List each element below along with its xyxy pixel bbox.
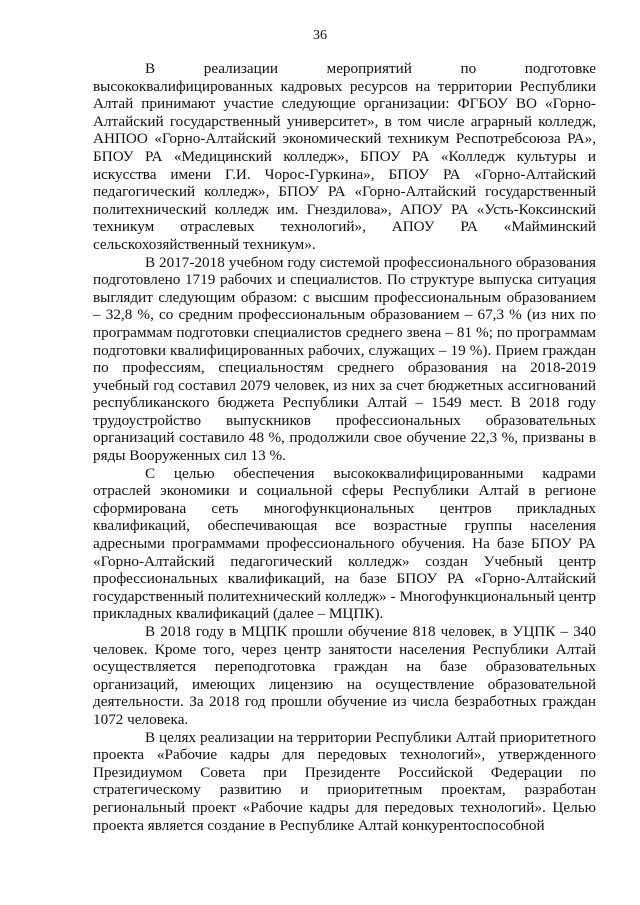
paragraph-graduation-statistics: В 2017-2018 учебном году системой профессионального образования подготовлено 1719 рабочих и специалистов. По структуре выпуска ситуация выглядит следующим образом: с высшим профессиональным образованием – 32,8 %, со средним профессиональным образованием – 67,3 % (из них по программам подготовки специалистов среднего звена – 81 %; по программам подготовки квалифицированных рабочих, служащих – 19 %). Прием граждан по профессиям, специальностям среднего образования на 2018-2019 учебный год составил 2079 человек, из них за счет бюджетных ассигнований республиканского бюджета Республики Алтай – 1549 мест. В 2018 году трудоустройство выпускников профессиональных образовательных организаций составило 48 %, продолжили свое обучение 22,3 %, призваны в ряды Вооруженных сил 13 %.	[93, 253, 596, 465]
paragraph-training-2018: В 2018 году в МЦПК прошли обучение 818 человек, в УЦПК – 340 человек. Кроме того, через центр занятости населения Республики Алтай осуществляется переподготовка граждан на базе образовательных организаций, имеющих лицензию на осуществление образовательной деятельности. За 2018 год прошли обучение из числа безработных граждан 1072 человека.	[93, 623, 596, 728]
paragraph-priority-project: В целях реализации на территории Республики Алтай приоритетного проекта «Рабочие кадры для передовых технологий», утвержденного Президиумом Совета при Президенте Российской Федерации по стратегическому развитию и приоритетным проектам, разработан региональный проект «Рабочие кадры для передовых технологий». Целью проекта является создание в Республике Алтай конкурентоспособной	[93, 728, 596, 834]
paragraph-educational-organizations: В реализации мероприятий по подготовке высококвалифицированных кадровых ресурсов на территории Республики Алтай принимают участие следующие организации: ФГБОУ ВО «Горно-Алтайский государственный университет», в том числе аграрный колледж, АНПОО «Горно-Алтайский экономический техникум Респотребсоюза РА», БПОУ РА «Медицинский колледж», БПОУ РА «Колледж культуры и искусства имени Г.И. Чорос-Гуркина», БПОУ РА «Горно-Алтайский педагогический колледж», БПОУ РА «Горно-Алтайский государственный политехнический колледж им. Гнездилова», АПОУ РА «Усть-Коксинский техникум отраслевых технологий», АПОУ РА «Майминский сельскохозяйственный техникум».	[93, 60, 596, 253]
paragraph-qualification-centers: С целью обеспечения высококвалифицированными кадрами отраслей экономики и социальной сферы Республики Алтай в регионе сформирована сеть многофункциональных центров прикладных квалификаций, обеспечивающая все возрастные группы населения адресными программами профессионального обучения. На базе БПОУ РА «Горно-Алтайский педагогический колледж» создан Учебный центр профессиональных квалификаций, на базе БПОУ РА «Горно-Алтайский государственный политехнический колледж» - Многофункциональный центр прикладных квалификаций (далее – МЦПК).	[93, 464, 596, 623]
page-number: 36	[313, 28, 327, 43]
document-body	[93, 60, 596, 834]
